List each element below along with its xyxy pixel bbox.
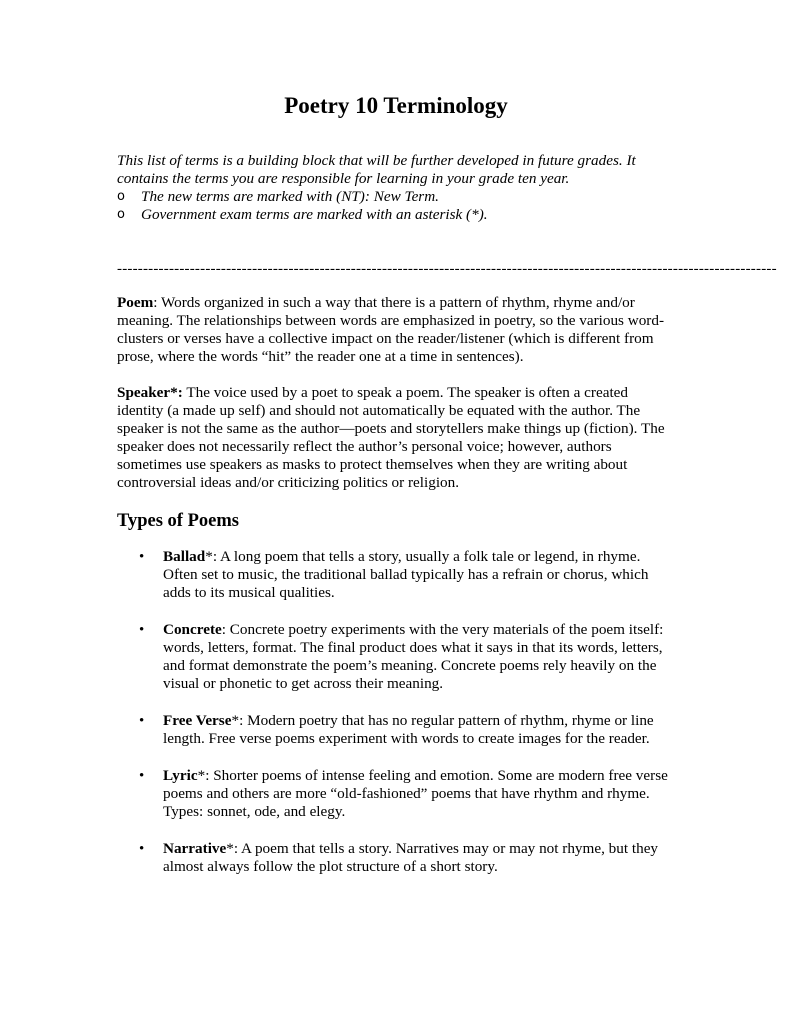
type-suffix: *:	[226, 840, 242, 857]
type-term: Free Verse	[163, 712, 232, 729]
circle-bullet-icon: o	[117, 207, 125, 222]
type-suffix: *:	[231, 712, 248, 729]
definition-speaker	[117, 384, 673, 492]
type-text: Modern poetry that has no regular pattern of rhythm, rhyme or line length. Free verse poems experiment with words to create images for the reader.	[163, 712, 654, 747]
type-term: Narrative	[163, 840, 227, 857]
definition-term: Speaker*:	[117, 384, 183, 401]
bullet-icon: •	[139, 622, 145, 638]
intro-item-text: The new terms are marked with (NT): New Term.	[141, 188, 439, 205]
definition-poem	[117, 294, 673, 366]
type-term: Concrete	[163, 621, 222, 638]
intro-list	[117, 188, 677, 224]
type-text: Concrete poetry experiments with the very materials of the poem itself: words, letters, format. The final product does what it says in that its words, letters, and format demonstrate the poem’s meaning. Concrete poems rely heavily on the visual or phonetic to get across their meaning.	[163, 621, 664, 692]
definition-text: The voice used by a poet to speak a poem. The speaker is often a created identity (a made up self) and should not automatically be equated with the author. The speaker is not the same as the author—poets and storytellers make things up (fiction). The speaker does not necessarily reflect the author’s personal voice; however, authors sometimes use speakers as masks to protect themselves when they are writing about controversial ideas and/or criticizing politics or religion.	[117, 384, 665, 491]
type-text: A poem that tells a story. Narratives may or may not rhyme, but they almost always follow the plot structure of a short story.	[163, 840, 659, 875]
list-item	[117, 548, 677, 602]
type-term: Ballad	[163, 548, 206, 565]
definition-text: Words organized in such a way that there is a pattern of rhythm, rhyme and/or meaning. The relationships between words are emphasized in poetry, so the various word-clusters or verses have a collective impact on the reader/listener (which is different from prose, where the words “hit” the reader one at a time in sentences).	[117, 294, 665, 365]
bullet-icon: •	[139, 841, 145, 857]
type-suffix: *:	[205, 548, 220, 565]
list-item	[117, 840, 677, 876]
intro-list-item	[117, 188, 677, 206]
document-title: Poetry 10 Terminology	[284, 93, 508, 118]
type-text: Shorter poems of intense feeling and emotion. Some are modern free verse poems and others are more “old-fashioned” poems that have rhythm and rhyme. Types: sonnet, ode, and elegy.	[163, 767, 668, 820]
definition-separator: :	[153, 294, 158, 311]
definition-term: Poem	[117, 294, 154, 311]
type-suffix: :	[221, 621, 230, 638]
dashed-divider: -------------------------------------------------------------------------------------------------------------------------------	[117, 261, 777, 277]
list-item	[117, 712, 677, 748]
type-text: A long poem that tells a story, usually a folk tale or legend, in rhyme. Often set to music, the traditional ballad typically has a refrain or chorus, which adds to its musical qualities.	[163, 548, 649, 601]
section-heading-types: Types of Poems	[117, 511, 239, 531]
bullet-icon: •	[139, 713, 145, 729]
circle-bullet-icon: o	[117, 189, 125, 204]
intro-block	[117, 152, 677, 224]
list-item	[117, 767, 677, 821]
intro-item-text: Government exam terms are marked with an asterisk (*).	[141, 206, 488, 223]
type-suffix: *:	[197, 767, 214, 784]
intro-paragraph: This list of terms is a building block that will be further developed in future grades. It contains the terms you are responsible for learning in your grade ten year.	[117, 152, 636, 187]
list-item	[117, 621, 677, 693]
bullet-icon: •	[139, 768, 145, 784]
intro-list-item	[117, 206, 677, 224]
type-term: Lyric	[163, 767, 198, 784]
types-list	[117, 548, 677, 893]
bullet-icon: •	[139, 549, 145, 565]
